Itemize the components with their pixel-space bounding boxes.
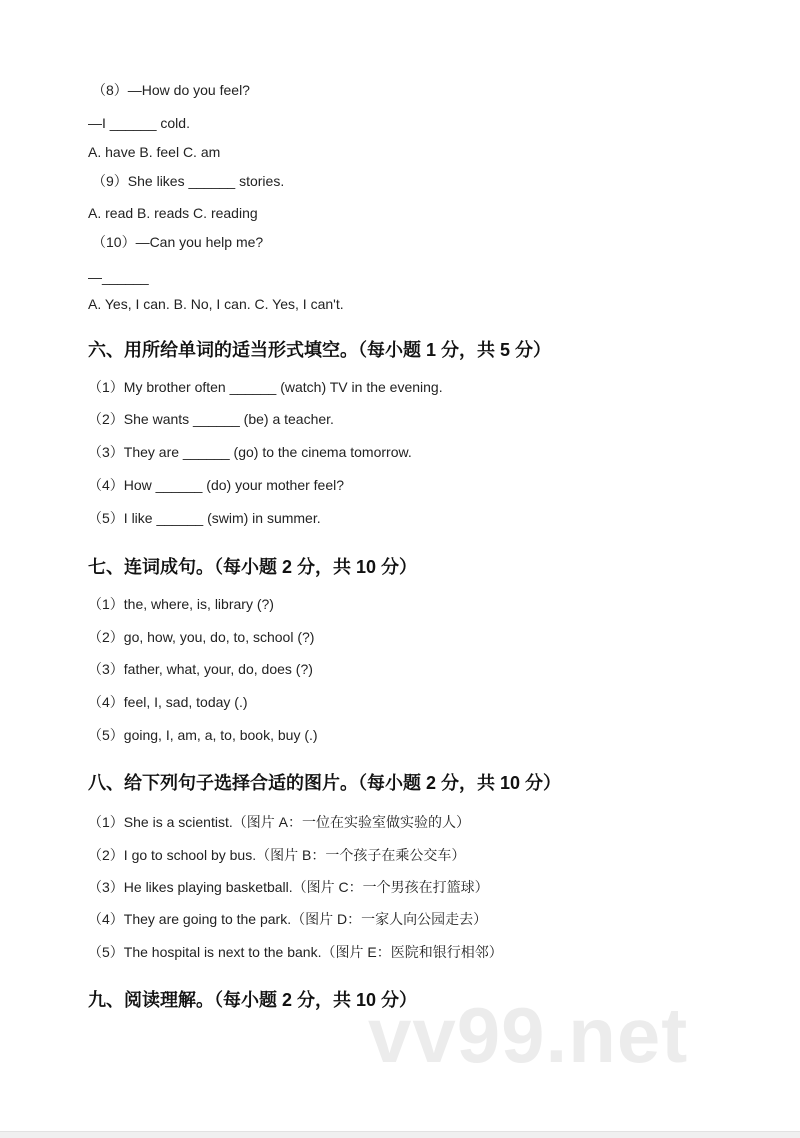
answer-blank-10: —______ (88, 269, 149, 285)
section-6-item: （3）They are ______ (go) to the cinema tomorrow. (88, 444, 412, 460)
section-9-heading: 九、阅读理解。（每小题 2 分，共 10 分） (88, 990, 418, 1010)
question-9: （9）She likes ______ stories. (92, 173, 285, 189)
answer-blank-8: —I ______ cold. (88, 115, 190, 131)
section-8-item: （2）I go to school by bus.（图片 B：一个孩子在乘公交车） (88, 847, 466, 863)
question-10: （10）—Can you help me? (92, 234, 264, 250)
section-6-heading: 六、用所给单词的适当形式填空。（每小题 1 分，共 5 分） (88, 340, 552, 360)
section-8-item: （5）The hospital is next to the bank.（图片 E：医院和银行相邻） (88, 944, 503, 960)
question-8: （8）—How do you feel? (92, 82, 250, 98)
section-8-item: （3）He likes playing basketball.（图片 C：一个男孩在打篮球） (88, 879, 489, 895)
section-8-item: （1）She is a scientist.（图片 A：一位在实验室做实验的人） (88, 814, 470, 830)
section-7-item: （2）go, how, you, do, to, school (?) (88, 629, 315, 645)
options-10: A. Yes, I can. B. No, I can. C. Yes, I can't. (88, 296, 344, 312)
section-7-item: （5）going, I, am, a, to, book, buy (.) (88, 727, 318, 743)
section-7-item: （1）the, where, is, library (?) (88, 596, 274, 612)
section-7-item: （3）father, what, your, do, does (?) (88, 661, 313, 677)
watermark: vv99.net (368, 991, 689, 1079)
section-7-item: （4）feel, I, sad, today (.) (88, 694, 248, 710)
options-9: A. read B. reads C. reading (88, 205, 258, 221)
options-8: A. have B. feel C. am (88, 144, 221, 160)
section-8-item: （4）They are going to the park.（图片 D：一家人向公园走去） (88, 911, 488, 927)
section-6-item: （2）She wants ______ (be) a teacher. (88, 411, 334, 427)
section-7-heading: 七、连词成句。（每小题 2 分，共 10 分） (88, 557, 418, 577)
section-8-heading: 八、给下列句子选择合适的图片。（每小题 2 分，共 10 分） (88, 773, 562, 793)
section-6-item: （1）My brother often ______ (watch) TV in the evening. (88, 379, 443, 395)
section-6-item: （4）How ______ (do) your mother feel? (88, 477, 345, 493)
section-6-item: （5）I like ______ (swim) in summer. (88, 510, 321, 526)
